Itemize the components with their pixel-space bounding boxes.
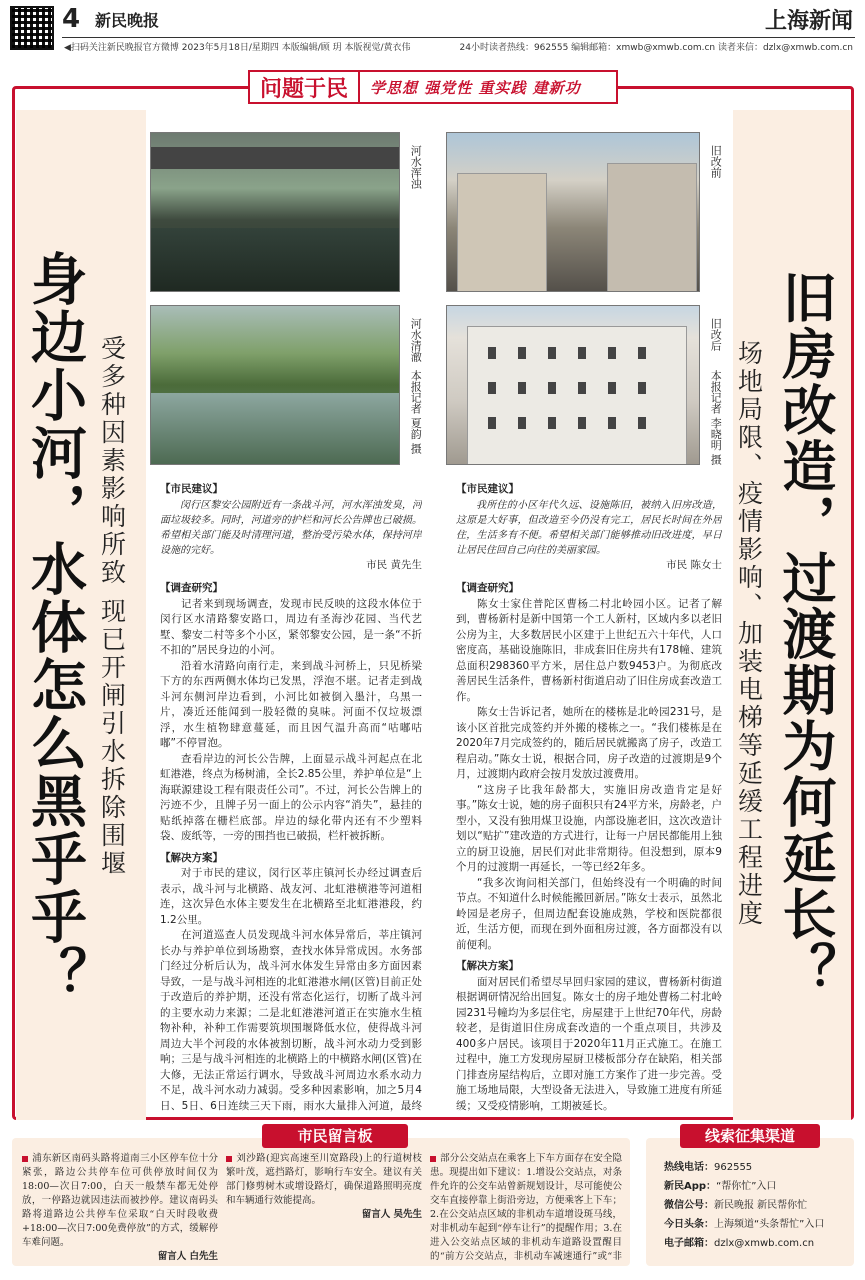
right-research-p4: “我多次询问相关部门，但始终没有一个明确的时间节点。不知道什么时候能搬回新居。”陈女士表示，虽然北岭园是老房子，但周边配套设施成熟，学校和医院都很近，生活方便，而现在到外面租房过渡，各方面都没有以前便利。 xyxy=(456,876,722,951)
message-board-title: 市民留言板 xyxy=(262,1124,408,1148)
left-citizen-text: 闵行区黎安公园附近有一条战斗河，河水浑浊发臭，河面垃圾较多。同时，河道旁的护栏和河长公告牌也已破损。希望相关部门能及时清理河道，整治受污染水体，保持河岸设施的完好。 xyxy=(160,499,422,556)
left-citizen-tag: 【市民建议】 xyxy=(160,483,223,495)
page-number: 4 xyxy=(62,4,81,34)
clue-app-label: 新民App： xyxy=(664,1181,717,1192)
right-citizen-sig: 市民 陈女士 xyxy=(666,558,722,571)
message-1-text: 浦东新区南码头路将道南三小区停车位十分紧张，路边公共停车位可供停放时间仅为18:00—次日7:00，白天一般禁车都无处停放，一停路边就因违法而被抄停。建议南码头路将道路边公共停车位采取“白天时段收费+18:00—次日7:00免费停放”的方式，缓解停车难问题。 xyxy=(22,1153,218,1248)
right-citizen-tag: 【市民建议】 xyxy=(456,483,519,495)
section-title: 上海新闻 xyxy=(764,9,853,34)
bullet-square-icon xyxy=(430,1156,436,1162)
left-solution-p2: 在河道巡查人员发现战斗河水体异常后，莘庄镇河长办与养护单位到场勘察，查找水体异常成因。水务部门经过分析后认为，战斗河水体发生异常由多方面因素导致，一是与战斗河相连的北虹港港水闸(区管)目前正处于改造后的养护期，还没有常态化运行，切断了战斗河的主要水动力来源；二是北虹港港河道正在实施水生植物补种，补种工作需要筑坝围堰降低水位，使得战斗河周边大半个河段的水体被割切断，战斗河水动力受到影响；三是与战斗河相连的北横路上的中横路水闸(区管)在大修，无法正常运行调水，导致战斗河周边水系水动力不足，战斗河水动力减弱。受多种因素影响，加之5月4日、5日、6日连续三天下雨，雨水大量排入河道，最终 xyxy=(160,929,422,1112)
clue-hotline-label: 热线电话： xyxy=(664,1162,714,1173)
left-photo-credit: 本报记者 夏韵 摄 xyxy=(409,370,423,454)
message-2-sig: 留言人 吴先生 xyxy=(361,1209,422,1220)
photo1-caption: 河水浑浊 xyxy=(409,145,423,189)
clue-app: “帮你忙”入口 xyxy=(716,1181,777,1192)
clue-wechat: 新民晚报 新民帮你忙 xyxy=(714,1200,808,1211)
clue-email: dzlx@xmwb.com.cn xyxy=(714,1238,815,1249)
qr-code xyxy=(10,6,54,50)
clue-email-label: 电子邮箱： xyxy=(664,1238,714,1249)
left-citizen-sig: 市民 黄先生 xyxy=(366,558,422,571)
clue-list xyxy=(664,1158,850,1253)
right-research-tag: 【调查研究】 xyxy=(456,582,519,594)
message-3 xyxy=(430,1152,622,1264)
banner-slogan: 学思想 强党性 重实践 建新功 xyxy=(370,78,581,97)
left-solution-p1: 对于市民的建议，闵行区莘庄镇河长办经过调查后表示，战斗河与北横路、战友河、北虹港横港等河道相连，这次异色水体主要发生在北横路至北虹港港段，约1.2公里。 xyxy=(160,867,422,926)
message-1 xyxy=(22,1152,218,1264)
right-research-p3: “这房子比我年龄都大，实施旧房改造肯定是好事。”陈女士说，她的房子面积只有24平方米，房龄老，户型小，又没有独用煤卫设施，内部设施老旧，这次改造计划以“贴扩”建改造的方式进行，让每一户居民都能用上独立的厨卫设施，居民们对此非常期待。但没想到，原本9个月的过渡期一再延长，一等已经2年多。 xyxy=(456,783,722,873)
column-banner xyxy=(248,70,618,104)
left-research-tag: 【调查研究】 xyxy=(160,582,223,594)
clue-channels-title: 线索征集渠道 xyxy=(680,1124,820,1148)
photo-building-after xyxy=(446,305,700,465)
photo-river-before xyxy=(150,132,400,292)
meta-left: ◀扫码关注新民晚报官方微博 2023年5月18日/星期四 本版编辑/顾 玥 本版视觉/黄衣伟 xyxy=(64,43,411,53)
left-research-p2: 沿着水清路向南行走，来到战斗河桥上，只见桥梁下方的东西两侧水体均已发黑，浮泡不堪。记者走到战斗河东侧河岸边看到，小河比如被倒入墨汁，乌黑一片，凑近还能闻到一股轻微的臭味。河面不仅垃圾漂浮，水生植物肆意蔓延，而且因气温升高而“咕嘟咕嘟”不停冒泡。 xyxy=(160,659,422,749)
right-citizen-text: 我所住的小区年代久远、设施陈旧，被纳入旧房改造，这原是大好事，但改造至今仍没有完工，居民长时间在外居住，生活多有不便。希望相关部门能够推动旧改进度，早日让居民住回自己向往的美丽家园。 xyxy=(456,499,722,556)
photo3-caption: 旧改前 xyxy=(709,145,723,178)
right-solution-tag: 【解决方案】 xyxy=(456,960,519,972)
header-rule xyxy=(62,37,855,38)
masthead: 新民晚报 xyxy=(95,11,160,30)
clue-toutiao-label: 今日头条： xyxy=(664,1219,714,1230)
right-research-p1: 陈女士家住普陀区曹杨二村北岭园小区。记者了解到，曹杨新村是新中国第一个工人新村，区域内多以老旧公房为主，大多数居民小区建于上世纪五六十年代，人口密度高，基础设施陈旧，非成套旧住房共有178幢、建筑总面积298360平方米，居住总户数9453户。为彻底改善居民生活条件，曹杨新村街道启动了旧住房成套改造工作。 xyxy=(456,597,722,703)
photo-building-before xyxy=(446,132,700,292)
left-subhead: 受多种因素影响所致 现已开闸引水拆除围堰 xyxy=(97,335,127,878)
clue-wechat-label: 微信公号： xyxy=(664,1200,714,1211)
left-article xyxy=(160,482,422,1112)
photo-river-after xyxy=(150,305,400,465)
clue-hotline: 962555 xyxy=(714,1162,753,1173)
bullet-square-icon xyxy=(22,1156,28,1162)
left-headline: 身边小河，水体怎么黑乎乎？ xyxy=(22,250,87,1004)
right-article xyxy=(456,482,722,1112)
bullet-square-icon xyxy=(226,1156,232,1162)
message-1-sig: 留言人 白先生 xyxy=(157,1251,218,1262)
left-research-p3: 查看岸边的河长公告牌，上面显示战斗河起点在北虹港港，终点为杨树浦，全长2.85公里，养护单位是“上海联源建设工程有限责任公司”。不过，河长公告牌上的污迹不少，且牌子另一面上的公示内容“消失”，悬挂的贴纸掉落在栅栏底部。岸边的绿化带内还有不少塑料袋、废纸等，一旁的围挡也已破损，栏杆被拆断。 xyxy=(160,752,422,842)
right-headline: 旧房改造，过渡期为何延长？ xyxy=(774,270,837,998)
right-photo-credit: 本报记者 李晓明 摄 xyxy=(709,370,723,465)
photo4-caption: 旧改后 xyxy=(709,318,723,351)
right-subhead: 场地局限、疫情影响、加装电梯等延缓工程进度 xyxy=(734,340,764,928)
clue-toutiao: 上海频道“头条帮忙”入口 xyxy=(714,1219,825,1230)
message-2 xyxy=(226,1152,422,1264)
message-2-text: 刘沙路(迎宾高速至川宽路段)上的行道树枝繁叶茂，遮挡路灯，影响行车安全。建议有关部门修剪树木或增设路灯，确保道路照明亮度和车辆通行效能提高。 xyxy=(226,1153,422,1206)
left-research-p1: 记者来到现场调查，发现市民反映的这段水体位于闵行区水清路黎安路口，周边有圣海沙花园、当代艺墅、黎安二村等多个小区，紧邻黎安公园，是一条“不折不扣的”居民身边的小河。 xyxy=(160,597,422,656)
photo2-caption: 河水清澈 xyxy=(409,318,423,362)
left-solution-tag: 【解决方案】 xyxy=(160,851,223,864)
right-research-p2: 陈女士告诉记者，她所在的楼栋是北岭园231号，是该小区首批完成签约并外搬的楼栋之一。“我们楼栋是在2020年7月完成签约的，随后居民就搬离了房子，改造工程启动。”陈女士说，根据合同，房子改造的过渡期是9个月，过渡期内政府会按月发放过渡费用。 xyxy=(456,706,722,780)
banner-logo: 问题于民 xyxy=(250,72,360,102)
right-solution-p1: 面对居民们希望尽早回归家园的建议，曹杨新村街道根据调研情况给出回复。陈女士的房子地处曹杨二村北岭园231号幢均为多层住宅，房屋建于上世纪70年代，房龄较老，是街道旧住房成套改造的一个重点项目，共涉及400多户居民。该项目于2020年11月正式施工。在施工过程中，施工方发现房屋厨卫楼板部分存在缺陷，相关部门排查房屋结构后，立即对施工方案作了进一步完善。受施工场地局限，大型设备无法进入，导致施工进度有所延缓；又受疫情影响，工期被延长。 xyxy=(456,975,722,1112)
meta-right: 24小时读者热线：962555 编辑邮箱：xmwb@xmwb.com.cn 读者来信：dzlx@xmwb.com.cn xyxy=(459,43,853,53)
message-3-text: 部分公交站点在乘客上下车方面存在安全隐患。现提出如下建议：1.增设公交站点，对条件允许的公交车站曾新规划设计，尽可能使公交车直接停靠上街沿旁边，方便乘客上下车；2.在公交站点区域的非机动车道增设斑马线，对非机动车起到“停车让行”的提醒作用；3.在进入公交站点区域的非机动车道路设置醒目的“前方公交站点，非机动车减速通行”或“非 xyxy=(430,1153,622,1262)
